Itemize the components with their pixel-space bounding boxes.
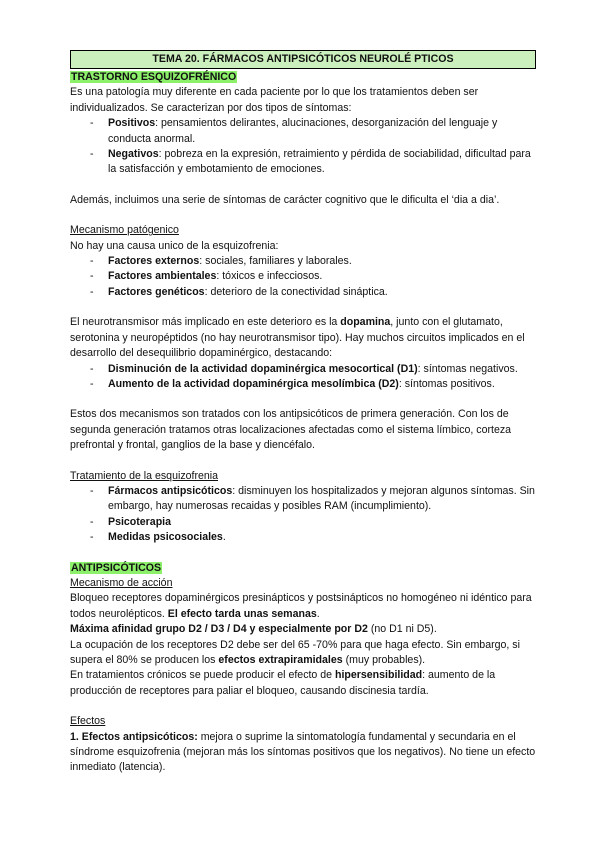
- list-item: - Psicoterapia: [90, 515, 536, 530]
- subheading: Mecanismo de acción: [70, 576, 173, 589]
- section-antipsicoticos: [70, 561, 536, 700]
- list-item: - Medidas psicosociales.: [90, 530, 536, 545]
- section-heading: ANTIPSICÓTICOS: [71, 561, 162, 574]
- list-item: - Factores genéticos: deterioro de la conectividad sináptica.: [90, 285, 536, 300]
- subheading: Tratamiento de la esquizofrenia: [70, 469, 219, 482]
- list-item: - Aumento de la actividad dopaminérgica mesolímbica (D2): síntomas positivos.: [90, 377, 536, 392]
- section-efectos: [70, 714, 536, 776]
- section-tratamiento: [70, 469, 536, 546]
- list-item: - Positivos: pensamientos delirantes, alucinaciones, desorganización del lenguaje y conducta anormal.: [90, 116, 536, 147]
- paragraph: No hay una causa unico de la esquizofrenia:: [70, 239, 279, 252]
- treatment-list: [70, 484, 536, 546]
- paragraph: Bloqueo receptores dopaminérgicos presinápticos y postsinápticos no homogéneo ni idéntico para todos neurolépticos. El efecto tarda unas semanas.: [70, 592, 532, 620]
- list-item: - Disminución de la actividad dopaminérgica mesocortical (D1): síntomas negativos.: [90, 362, 536, 377]
- paragraph: Máxima afinidad grupo D2 / D3 / D4 y especialmente por D2 (no D1 ni D5).: [70, 623, 437, 636]
- symptom-list: [70, 116, 536, 178]
- paragraph: En tratamientos crónicos se puede producir el efecto de hipersensibilidad: aumento de la producción de receptores para paliar el bloqueo, causando discinesia tardía.: [70, 669, 496, 697]
- paragraph: Es una patología muy diferente en cada paciente por lo que los tratamientos deben ser individualizados. Se caracterizan por dos tipos de síntomas:: [70, 86, 479, 114]
- subheading: Mecanismo patógenico: [70, 224, 179, 237]
- section-heading: TRASTORNO ESQUIZOFRÉNICO: [71, 71, 237, 83]
- circuit-list: [70, 362, 536, 393]
- section-trastorno: [70, 70, 536, 208]
- list-item: - Negativos: pobreza en la expresión, retraimiento y pérdida de sociabilidad, dificultad para la satisfacción y embotamiento de emociones.: [90, 147, 536, 178]
- paragraph: Estos dos mecanismos son tratados con los antipsicóticos de primera generación. Con los de segunda generación tratamos otras localizaciones afectadas como el sistema límbico, corteza prefrontal y frontal, ganglios de la base y diencéfalo.: [70, 408, 512, 452]
- list-item: - Fármacos antipsicóticos: disminuyen los hospitalizados y mejoran algunos síntomas. Sin embargo, hay numerosas recaidas y posibles RAM (incumplimiento).: [90, 484, 536, 515]
- section-mecanismo-patogenico: [70, 223, 536, 453]
- list-item: - Factores ambientales: tóxicos e infecciosos.: [90, 269, 536, 284]
- list-item: - Factores externos: sociales, familiares y laborales.: [90, 254, 536, 269]
- paragraph: Además, incluimos una serie de síntomas de carácter cognitivo que le dificulta el ‘dia a dia’.: [70, 193, 500, 206]
- paragraph: La ocupación de los receptores D2 debe ser del 65 -70% para que haga efecto. Sin embargo, si supera el 80% se producen los efectos extrapiramidales (muy probables).: [70, 638, 520, 666]
- document-title: TEMA 20. FÁRMACOS ANTIPSICÓTICOS NEUROLÉ PTICOS: [70, 50, 536, 69]
- factor-list: [70, 254, 536, 300]
- document-page: [70, 50, 536, 776]
- paragraph: 1. Efectos antipsicóticos: mejora o suprime la sintomatología fundamental y secundaria en el síndrome esquizofrenia (mejoran más los síntomas positivos que los negativos). No tiene un efecto inmediato (latencia).: [70, 730, 536, 774]
- subheading: Efectos: [70, 715, 106, 728]
- paragraph: El neurotransmisor más implicado en este deterioro es la dopamina, junto con el glutamato, serotonina y neuropéptidos (no hay neurotransmisor tipo). Hay muchos circuitos implicados en el desarrollo del desequilibrio dopaminérgico, destacando:: [70, 316, 525, 360]
